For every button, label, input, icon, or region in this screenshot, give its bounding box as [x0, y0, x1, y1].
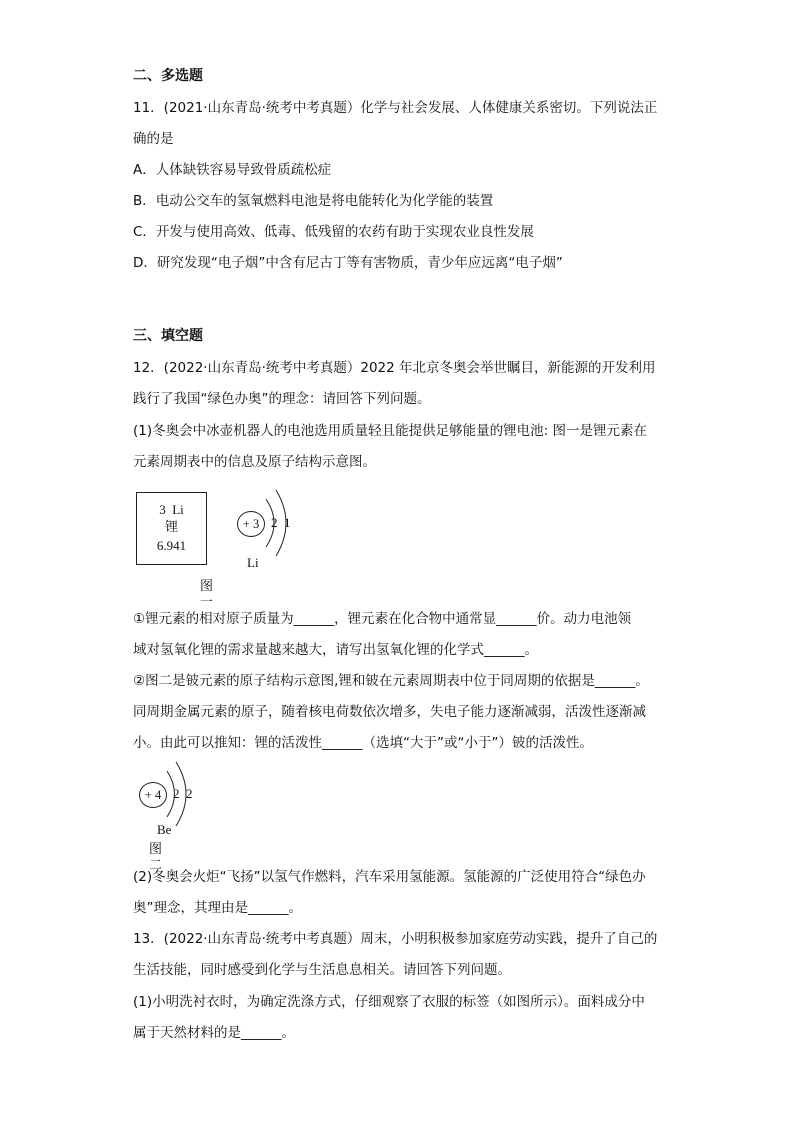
q12-part2-line2: 奥”理念，其理由是______。 [133, 900, 302, 916]
q13-part1-line2: 属于天然材料的是______。 [133, 1025, 295, 1041]
lithium-nucleus: + 3 [237, 511, 265, 537]
q12-stem-line2: 践行了我国“绿色办奥”的理念：请回答下列问题。 [133, 391, 431, 407]
beryllium-atom-label: Be [157, 822, 172, 837]
lithium-shell1-count: 2 [271, 515, 278, 530]
q12-sub2-line1: ②图二是铍元素的原子结构示意图,锂和铍在元素周期表中位于同周期的依据是______。 [133, 673, 649, 689]
q12-part1-line2: 元素周期表中的信息及原子结构示意图。 [133, 454, 376, 470]
q11-option-c: C．开发与使用高效、低毒、低残留的农药有助于实现农业良性发展 [133, 224, 534, 240]
q12-sub2-line3: 小。由此可以推知：锂的活泼性______（选填“大于”或“小于”）铍的活泼性。 [133, 735, 593, 751]
beryllium-shell2-count: 2 [186, 786, 193, 801]
q13-stem-line1: 13．(2022·山东青岛·统考中考真题）周末，小明积极参加家庭劳动实践，提升了自己的 [133, 931, 658, 947]
element-mass: 6.941 [156, 538, 187, 553]
lithium-atom-label: Li [247, 555, 259, 570]
lithium-electron-shells [262, 485, 302, 560]
section-heading-multi-choice: 二、多选题 [133, 68, 203, 84]
figure2-caption: 图二 [149, 842, 163, 873]
periodic-table-cell-lithium [136, 492, 207, 565]
q11-option-d: D．研究发现“电子烟”中含有尼古丁等有害物质，青少年应远离“电子烟” [133, 255, 563, 271]
figure1-caption: 图一 [200, 579, 214, 610]
q11-stem-line2: 确的是 [133, 131, 174, 147]
lithium-shell2-count: 1 [284, 515, 291, 530]
q11-option-a: A．人体缺铁容易导致骨质疏松症 [133, 162, 332, 178]
q12-part2-line1: (2)冬奥会火炬“飞扬”以氢气作燃料，汽车采用氢能源。氢能源的广泛使用符合“绿色办 [133, 869, 646, 885]
q13-stem-line2: 生活技能，同时感受到化学与生活息息相关。请回答下列问题。 [133, 962, 511, 978]
section-heading-fill-blank: 三、填空题 [133, 328, 203, 344]
q12-sub1-line2: 域对氢氧化锂的需求量越来越大，请写出氢氧化锂的化学式______。 [133, 642, 538, 658]
q11-stem-line1: 11．(2021·山东青岛·统考中考真题）化学与社会发展、人体健康关系密切。下列说法正 [133, 100, 658, 116]
q13-part1-line1: (1)小明洗衬衣时，为确定洗涤方式，仔细观察了衣服的标签（如图所示）。面料成分中 [133, 994, 645, 1010]
q12-stem-line1: 12．(2022·山东青岛·统考中考真题）2022 年北京冬奥会举世瞩目，新能源的开发利用 [133, 360, 656, 376]
element-name: 锂 [164, 520, 178, 535]
beryllium-shell1-count: 2 [173, 786, 180, 801]
element-number-symbol: 3 Li [159, 502, 184, 517]
beryllium-electron-shells [164, 758, 204, 830]
beryllium-nucleus: + 4 [139, 782, 167, 808]
q12-sub2-line2: 同周期金属元素的原子，随着核电荷数依次增多，失电子能力逐渐减弱，活泼性逐渐减 [133, 704, 646, 720]
q11-option-b: B．电动公交车的氢氧燃料电池是将电能转化为化学能的装置 [133, 193, 494, 209]
q12-part1-line1: (1)冬奥会中冰壶机器人的电池选用质量轻且能提供足够能量的锂电池: 图一是锂元素在 [133, 423, 647, 439]
q12-sub1-line1: ①锂元素的相对原子质量为______，锂元素在化合物中通常显______价。动力电池领 [133, 611, 632, 627]
